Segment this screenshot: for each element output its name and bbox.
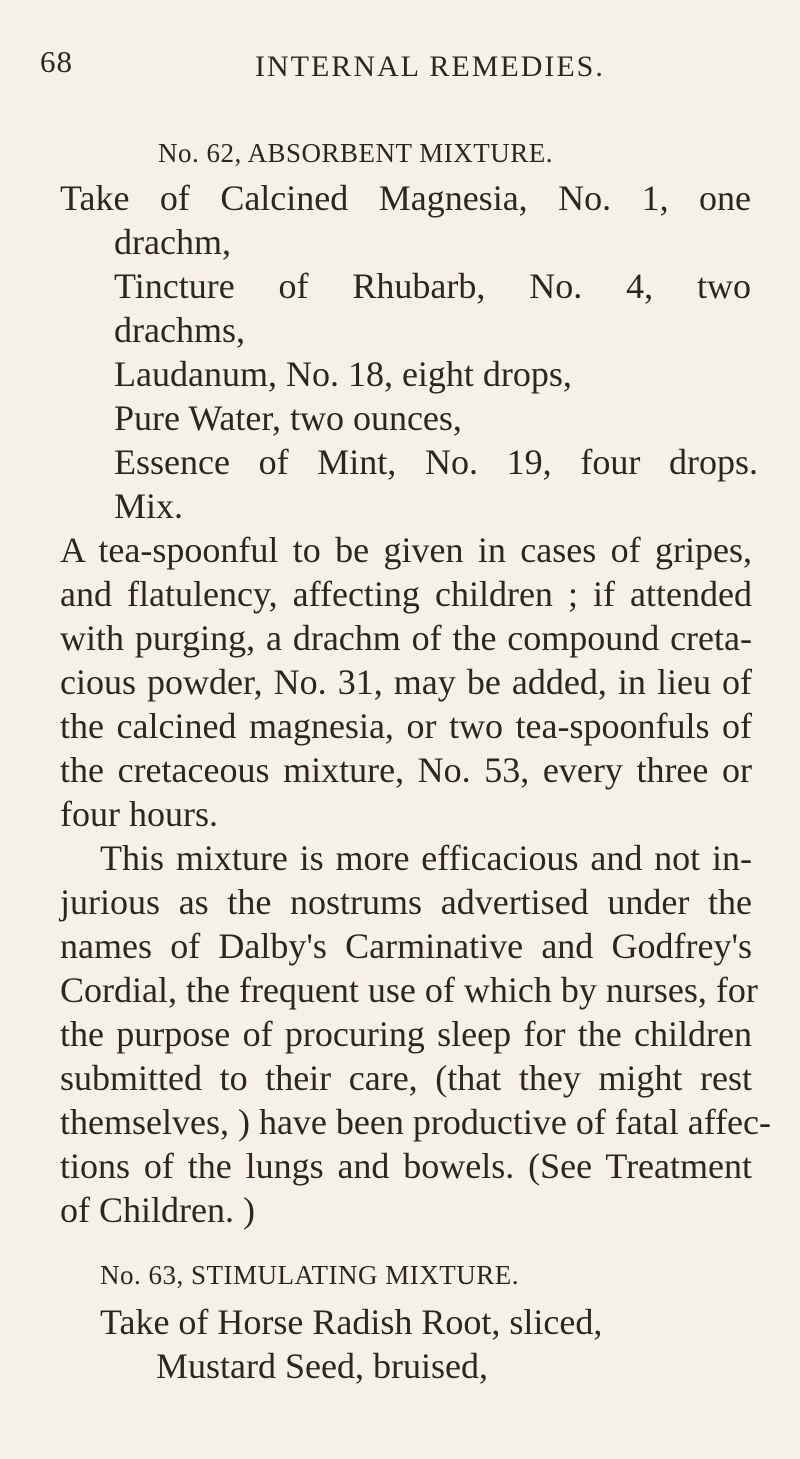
text-line: Laudanum, No. 18, eight drops, [114, 354, 572, 394]
text-line: of Children. ) [60, 1190, 255, 1230]
text-line: Take of Calcined Magnesia, No. 1, one [60, 178, 751, 218]
text-line: drachms, [114, 310, 245, 350]
text-line: tions of the lungs and bowels. (See Treatment [60, 1146, 752, 1186]
text-line: drachm, [114, 222, 231, 262]
text-line: Pure Water, two ounces, [114, 398, 462, 438]
text-line: Tincture of Rhubarb, No. 4, two [114, 266, 751, 306]
text-line: Take of Horse Radish Root, sliced, [100, 1302, 603, 1342]
text-line: Mustard Seed, bruised, [156, 1346, 488, 1386]
text-line: Cordial, the frequent use of which by nurses, for [60, 970, 758, 1010]
running-head: INTERNAL REMEDIES. [255, 50, 605, 83]
section-heading-62: No. 62, ABSORBENT MIXTURE. [158, 138, 554, 168]
section-heading-63: No. 63, STIMULATING MIXTURE. [100, 1260, 519, 1290]
text-line: and flatulency, affecting children ; if attended [60, 574, 752, 614]
text-line: four hours. [60, 794, 218, 834]
text-line: Mix. [114, 486, 184, 526]
text-line: the calcined magnesia, or two tea-spoonfuls of [60, 706, 752, 746]
text-line: Essence of Mint, No. 19, four drops. [114, 442, 758, 482]
text-line: jurious as the nostrums advertised under the [60, 882, 752, 922]
text-line: the cretaceous mixture, No. 53, every three or [60, 750, 752, 790]
text-line: submitted to their care, (that they might rest [60, 1058, 752, 1098]
text-line: the purpose of procuring sleep for the children [60, 1014, 752, 1054]
text-line: names of Dalby's Carminative and Godfrey's [60, 926, 752, 966]
text-line: themselves, ) have been productive of fatal affec- [60, 1102, 771, 1142]
text-line: cious powder, No. 31, may be added, in lieu of [60, 662, 752, 702]
text-line: This mixture is more efficacious and not in- [100, 838, 752, 878]
text-line: A tea-spoonful to be given in cases of gripes, [60, 530, 752, 570]
page-number: 68 [40, 44, 73, 79]
text-line: with purging, a drachm of the compound creta- [60, 618, 752, 658]
